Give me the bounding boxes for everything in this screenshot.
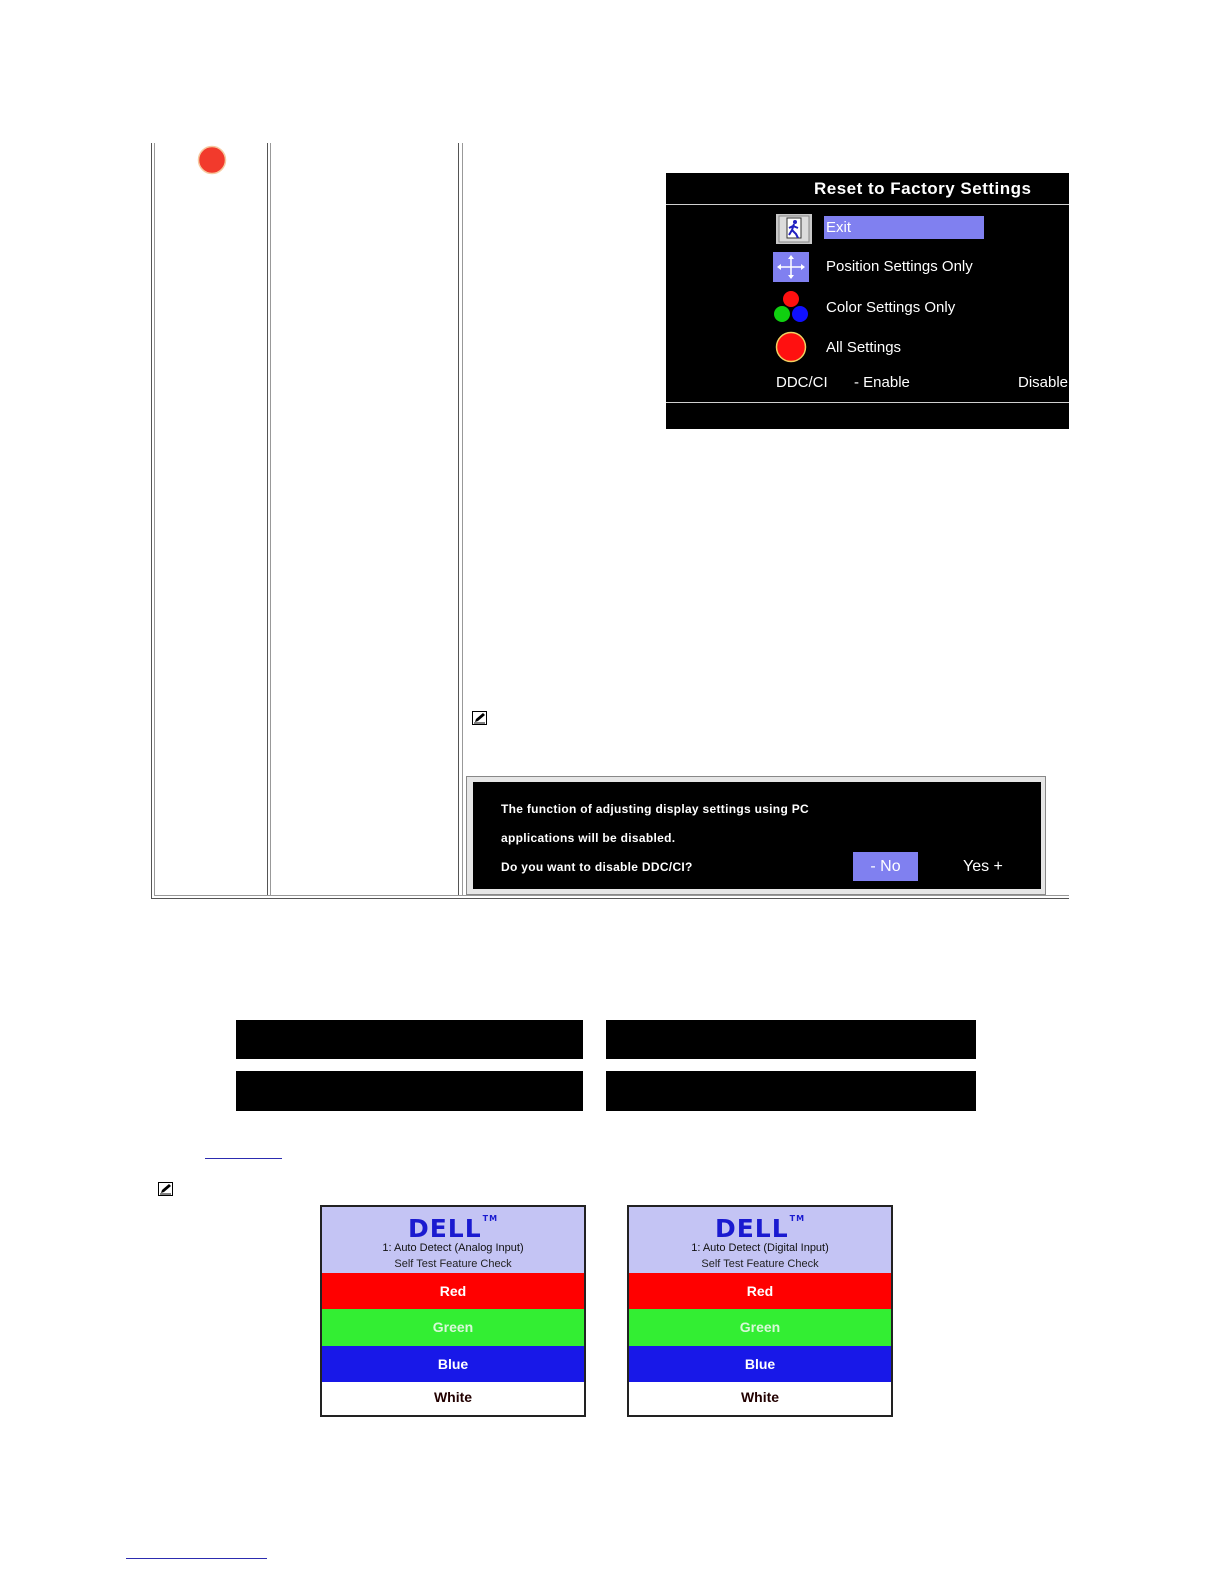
position-arrows-icon <box>773 252 809 282</box>
ddc-ci-label: DDC/CI <box>776 374 828 391</box>
card-header <box>322 1207 584 1273</box>
dell-logo: DELL™ <box>714 1214 806 1243</box>
note-pencil-icon <box>158 1182 173 1196</box>
input-mode-label: 1: Auto Detect (Analog Input) <box>382 1242 524 1254</box>
dialog-line-1: The function of adjusting display settings using PC <box>501 802 809 816</box>
table-col-divider-1b <box>270 143 271 895</box>
rgb-dots-icon <box>772 290 810 324</box>
card-header <box>629 1207 891 1273</box>
note-pencil-icon <box>472 711 487 725</box>
exit-icon <box>776 214 812 244</box>
reset-factory-settings-panel <box>666 173 1069 429</box>
table-col-divider-1 <box>267 143 268 895</box>
hyperlink-underline[interactable] <box>126 1558 267 1559</box>
dell-logo: DELL™ <box>407 1214 499 1243</box>
ddc-disable-dialog <box>473 782 1041 889</box>
band-green: Green <box>629 1309 891 1346</box>
menu-item-position-settings[interactable]: Position Settings Only <box>826 258 973 275</box>
panel-title: Reset to Factory Settings <box>814 179 1032 198</box>
self-test-card-digital <box>627 1205 893 1417</box>
band-white: White <box>322 1382 584 1413</box>
menu-item-exit[interactable]: Exit <box>826 219 852 236</box>
table-cell-3 <box>236 1071 583 1111</box>
table-header-cell-2 <box>606 1020 976 1059</box>
yes-button[interactable]: Yes + <box>963 858 1003 875</box>
band-blue: Blue <box>322 1346 584 1382</box>
table-bottom-border-inner <box>154 895 1069 896</box>
table-header-cell-1 <box>236 1020 583 1059</box>
band-blue: Blue <box>629 1346 891 1382</box>
bottom-separator <box>666 402 1069 403</box>
band-red: Red <box>322 1273 584 1309</box>
red-circle-icon <box>197 145 227 175</box>
table-left-border <box>151 143 152 898</box>
table-col-divider-2 <box>458 143 459 895</box>
no-button[interactable]: - No <box>853 852 918 881</box>
table-col-divider-2b <box>462 143 463 895</box>
table-cell-4 <box>606 1071 976 1111</box>
table-left-border-inner <box>154 143 155 895</box>
self-test-subtitle: Self Test Feature Check <box>701 1258 819 1270</box>
dialog-row-right-rule <box>1044 895 1069 896</box>
band-green: Green <box>322 1309 584 1346</box>
menu-item-all-settings[interactable]: All Settings <box>826 339 902 356</box>
red-circle-icon <box>775 331 807 363</box>
ddc-disable-option[interactable]: Disable <box>1018 374 1069 391</box>
ddc-disable-dialog-frame <box>466 776 1046 895</box>
input-mode-label: 1: Auto Detect (Digital Input) <box>691 1242 829 1254</box>
dialog-question: Do you want to disable DDC/CI? <box>501 860 693 874</box>
dialog-line-2: applications will be disabled. <box>501 831 676 845</box>
self-test-card-analog <box>320 1205 586 1417</box>
menu-item-color-settings[interactable]: Color Settings Only <box>826 299 956 316</box>
table-bottom-border <box>151 898 1069 899</box>
band-red: Red <box>629 1273 891 1309</box>
hyperlink-underline[interactable] <box>205 1158 282 1159</box>
title-separator <box>666 204 1069 205</box>
band-white: White <box>629 1382 891 1413</box>
ddc-enable-option[interactable]: - Enable <box>854 374 910 391</box>
self-test-subtitle: Self Test Feature Check <box>394 1258 512 1270</box>
